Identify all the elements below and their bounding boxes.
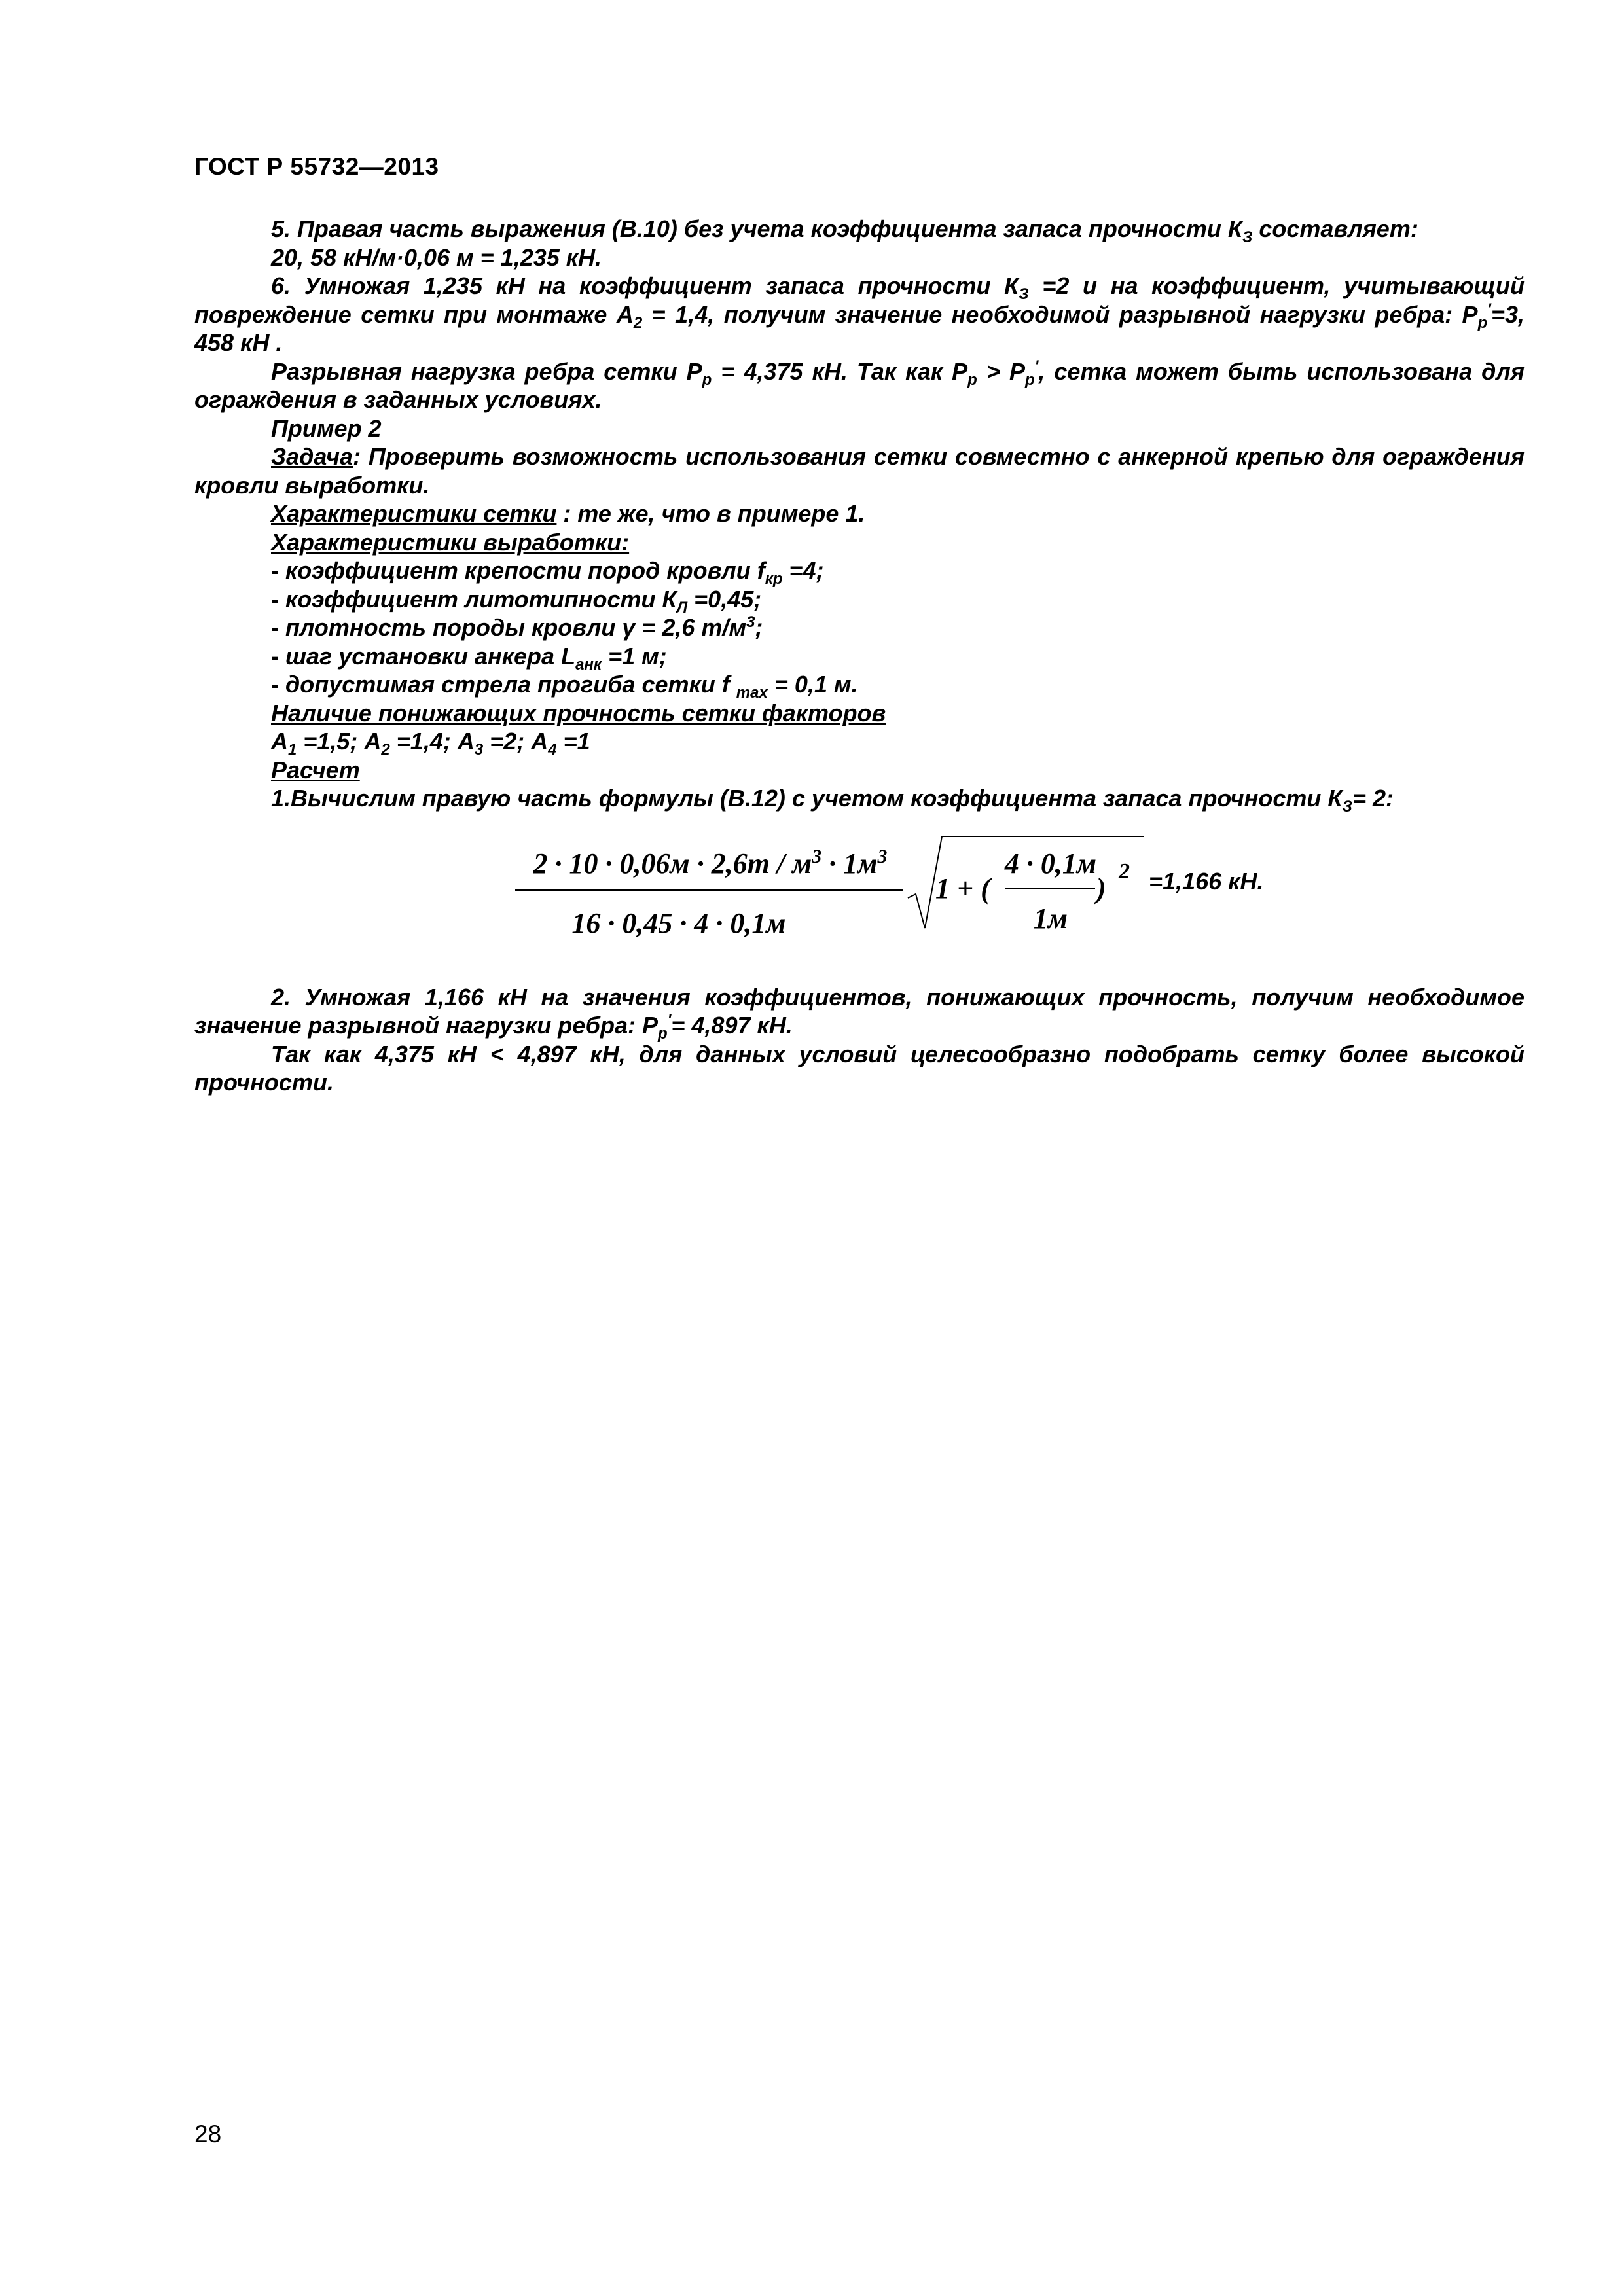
text: Характеристики выработки: [271,528,630,556]
text: Разрывная нагрузка ребра сетки Р [271,357,702,385]
formula-numerator: $2 \cdot 10 \cdot 0,06м \cdot 2,6т / м^3 \cdot 1м^3$ [533,845,888,880]
superscript: 3 [746,613,755,631]
superscript: ' [1034,357,1039,375]
exponent: 2 [1119,859,1130,884]
text: ; [755,614,763,641]
subscript: р [1477,314,1488,332]
paragraph-6 [194,272,1525,357]
subscript: З [1242,228,1253,247]
text: = 1,4, получим значение необходимой разрывной нагрузки ребра: Р [642,300,1478,328]
text: , сетка может быть использована для ограждения в заданных условиях. [194,357,1525,413]
formula-svg [515,826,1144,965]
text: Наличие понижающих прочность сетки факторов [271,699,886,726]
root-one-plus: 1 + ( [935,872,990,905]
text: - коэффициент крепости пород кровли f [271,557,765,584]
conclusion: Так как 4,375 кН < 4,897 кН, для данных условий целесообразно подобрать сетку более высокой прочности. [194,1040,1525,1096]
formula-result: =1,166 кН. [1149,867,1264,895]
text: 1.Вычислим правую часть формулы (В.12) с учетом коэффициента запаса прочности К [271,785,1343,812]
text: 2. Умножая 1,166 кН на значения коэффициентов, понижающих прочность, получим необходимое значение разрывной нагрузки ребра: Р [194,983,1525,1039]
task-paragraph [194,442,1525,499]
step-2 [194,983,1525,1043]
text: = 4,897 кН. [671,1012,793,1039]
formula-denominator: 16 · 0,45 · 4 · 0,1м [571,906,786,939]
subscript: З [1342,798,1352,816]
page-number: 28 [194,2121,222,2147]
subscript: З [1019,285,1029,304]
text: =1,5; А [297,728,382,755]
document-header: ГОСТ Р 55732—2013 [194,153,439,180]
subscript: Л [676,598,688,617]
superscript: ' [667,1011,672,1029]
example-title: Пример 2 [271,414,382,442]
subscript: кр [765,570,783,588]
inner-numerator: 4 · 0,1м [1004,847,1097,880]
subscript: р [1024,370,1035,389]
text: 6. Умножая 1,235 кН на коэффициент запаса прочности К [271,272,1019,299]
text: Расчет [271,756,360,783]
text: =0,45; [687,585,762,613]
text: - коэффициент литотипности К [271,585,677,613]
paragraph-5 [194,215,1525,247]
text: > Р [977,357,1025,385]
paragraph-5-result: 20, 58 кН/м·0,06 м = 1,235 кН. [271,243,602,271]
text: =1 [556,728,590,755]
mesh-characteristics [194,499,1525,528]
factors-label [194,699,1525,728]
text: 5. Правая часть выражения (В.10) без учета коэффициента запаса прочности К [271,215,1242,242]
text: = 0,1 м. [767,671,858,698]
root-close: ) [1096,872,1106,905]
subscript: р [702,370,712,389]
list-item [194,642,1525,671]
text: =3, 458 кН . [194,300,1525,356]
text: : те же, что в примере 1. [556,500,865,527]
text: - плотность породы кровли γ = 2,6 т/м [271,614,747,641]
list-item [194,670,1525,702]
list-item [194,556,1525,588]
subscript: анк [575,655,602,673]
text: =2; А [483,728,549,755]
formula-block [194,826,1525,965]
factors-values [194,727,1525,759]
subscript: р [967,370,977,389]
calculation-label [194,756,1525,785]
text: =4; [782,557,824,584]
text: = 4,375 кН. Так как Р [712,357,968,385]
task-label: Задача [271,443,353,470]
text: - допустимая стрела прогиба сетки f [271,671,736,698]
step-1 [194,784,1525,816]
subscript: 2 [633,314,643,332]
text: : Проверить возможность использования сетки совместно с анкерной крепью для ограждения кровли выработки. [194,443,1525,499]
text: составляет: [1252,215,1418,242]
text: - шаг установки анкера L [271,642,576,670]
text: =1 м; [602,642,667,670]
subscript: 1 [288,741,297,759]
working-characteristics-label [194,528,1525,557]
text: =2 и на коэффициент, учитывающий повреждение сетки при монтаже А [194,272,1525,328]
text: =1,4; А [389,728,475,755]
inner-denominator: 1м [1033,902,1068,935]
subscript: 2 [381,741,390,759]
list-item [194,613,1525,642]
subscript: max [736,684,768,702]
mesh-characteristics-label: Характеристики сетки [271,500,557,527]
subscript: р [657,1025,668,1043]
subscript: 4 [548,741,557,759]
superscript: ' [1487,300,1491,318]
subscript: 3 [474,741,484,759]
paragraph-breaking-load [194,357,1525,414]
text: А [271,728,288,755]
text: = 2: [1352,785,1394,812]
list-item [194,585,1525,617]
document-body [194,215,1525,1097]
